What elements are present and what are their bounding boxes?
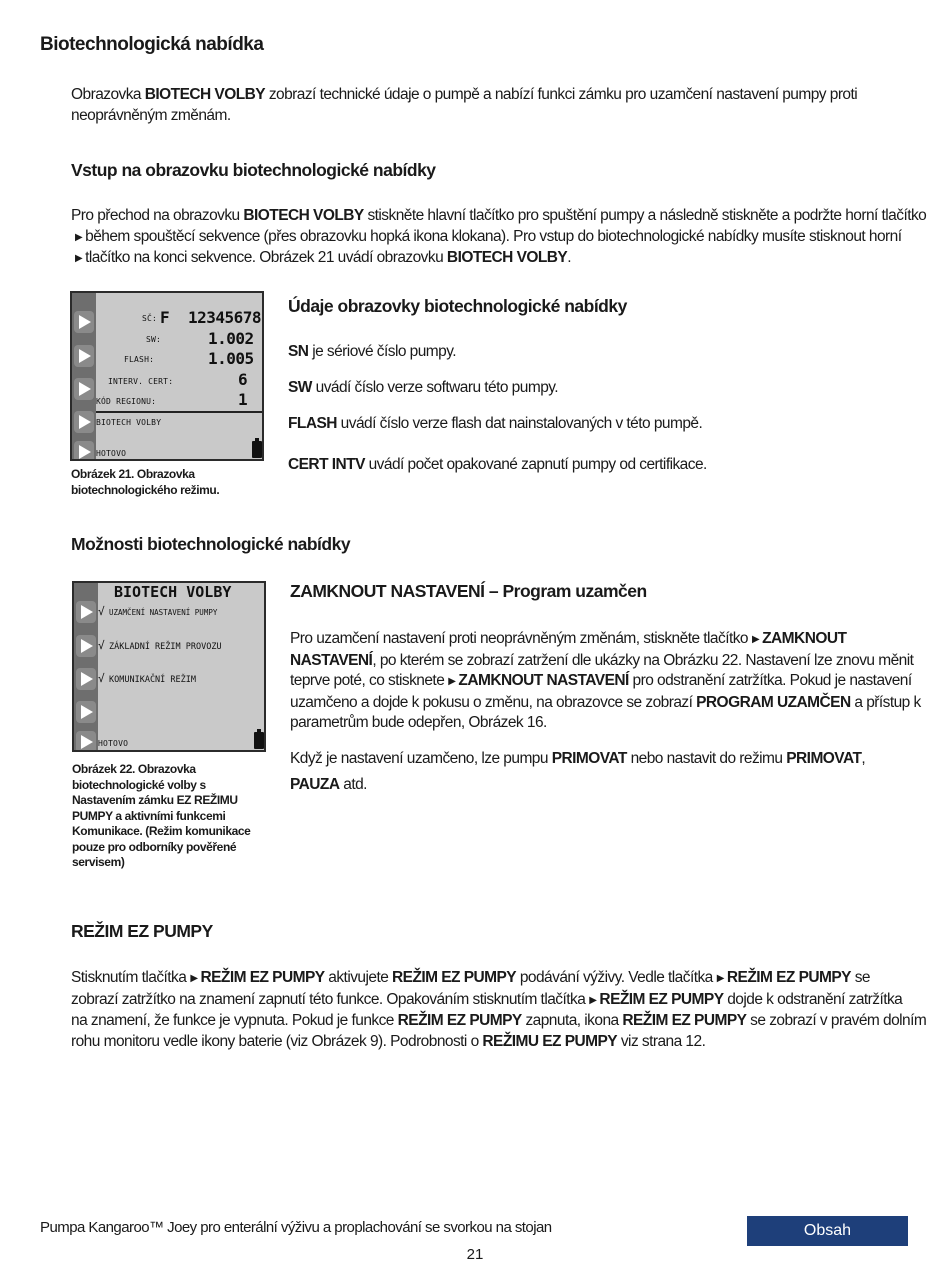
caption-line: Komunikace. (Režim komunikace <box>72 824 251 838</box>
lock-paragraph-1 <box>290 629 920 734</box>
ez-bold: REŽIM EZ PUMPY <box>726 969 851 986</box>
battery-icon <box>254 732 264 749</box>
lock-text: pro odstranění zatržítka. Pokud je nastavení <box>628 672 912 689</box>
lock-line <box>290 693 920 714</box>
lock-bold: PROGRAM UZAMČEN <box>696 693 851 711</box>
caption-line: pouze pro odborníky pověřené <box>72 839 237 854</box>
data-term: FLASH <box>288 415 337 432</box>
lock-line <box>290 629 920 651</box>
ez-text: Stisknutím tlačítka <box>71 969 187 986</box>
data-item-sn <box>288 342 456 363</box>
intro-bold: BIOTECH VOLBY <box>144 86 266 103</box>
sn-value: 12345678 <box>188 308 262 327</box>
contents-button[interactable]: Obsah <box>747 1216 908 1246</box>
ez-text: na znamení, že funkce je vypnuta. Pokud je funkce <box>71 1012 398 1029</box>
battery-icon <box>252 441 262 458</box>
data-text: uvádí číslo verze softwaru této pumpy. <box>311 379 559 396</box>
ez-text: dojde k odstranění zatržítka <box>723 990 903 1008</box>
entry-text: tlačítko na konci sekvence. Obrázek 21 uvádí obrazovku <box>85 249 447 266</box>
entry-text: . <box>567 249 571 266</box>
ez-line <box>71 968 931 990</box>
data-item-cert <box>288 455 707 476</box>
figure-21-screen <box>70 291 264 461</box>
flash-value: 1.005 <box>208 349 254 368</box>
ez-bold: REŽIM EZ PUMPY <box>200 969 325 986</box>
triangle-right-icon: ▶ <box>716 973 724 984</box>
sw-label: SW: <box>146 335 162 344</box>
entry-bold: BIOTECH VOLBY <box>243 207 364 224</box>
entry-bold: BIOTECH VOLBY <box>446 249 568 266</box>
entry-line-1 <box>71 206 931 227</box>
screen-button-4 <box>76 701 96 723</box>
ez-text: viz strana 12. <box>617 1032 706 1050</box>
section-entry-heading: Vstup na obrazovku biotechnologické nabídky <box>71 160 436 180</box>
entry-text: stiskněte hlavní tlačítko pro spuštění pumpy a následně stiskněte a podržte horní tlačítko <box>363 207 927 224</box>
ez-text: zapnuta, ikona <box>521 1012 623 1029</box>
region-value: 1 <box>238 390 248 409</box>
data-term: SN <box>288 343 309 360</box>
entry-text: Pro přechod na obrazovku <box>71 207 244 224</box>
ez-text: rohu monitoru vedle ikony baterie (viz Obrázek 9). Podrobnosti o <box>71 1032 483 1050</box>
ez-bold: REŽIM EZ PUMPY <box>397 1012 522 1029</box>
ez-bold: REŽIM EZ PUMPY <box>599 990 724 1008</box>
region-label: KÓD REGIONU: <box>96 397 157 406</box>
triangle-right-icon: ▶ <box>751 634 760 645</box>
footer-text: Pumpa Kangaroo™ Joey pro enterální výživu a proplachování se svorkou na stojan <box>40 1219 552 1236</box>
screen-item-3: KOMUNIKAČNÍ REŽIM <box>109 675 196 685</box>
caption-line: PUMPY a aktivními funkcemi <box>72 808 226 823</box>
sn-prefix: F <box>160 308 170 327</box>
lock-text: teprve poté, co stisknete <box>290 672 445 689</box>
intro-text-2: zobrazí technické údaje o pumpě a nabízí funkci zámku pro uzamčení nastavení pumpy proti neoprávněným změnám. <box>71 86 858 124</box>
section-ez-heading: REŽIM EZ PUMPY <box>71 921 213 941</box>
screen-button-3 <box>74 378 94 400</box>
caption-line: Obrázek 21. Obrazovka <box>71 467 195 481</box>
screen-button-3 <box>76 668 96 690</box>
ez-text: se zobrazí v pravém dolním <box>746 1012 927 1029</box>
lock-bold: PRIMOVAT <box>551 750 627 767</box>
lock-bold: ZAMKNOUT <box>762 630 847 647</box>
cert-value: 6 <box>238 370 248 389</box>
sw-value: 1.002 <box>208 329 254 348</box>
ez-text: podávání výživy. Vedle tlačítka <box>516 969 713 986</box>
lock-text: nebo nastavit do režimu <box>626 750 787 767</box>
intro-text: Obrazovka <box>71 86 145 103</box>
caption-line: Obrázek 22. Obrazovka <box>72 762 196 776</box>
lock-bold: ZAMKNOUT NASTAVENÍ <box>458 672 629 689</box>
figure-22-screen <box>72 581 266 752</box>
screen-item-1: UZAMČENÍ NASTAVENÍ PUMPY <box>109 608 218 617</box>
screen-button-1 <box>76 601 96 623</box>
flash-label: FLASH: <box>124 355 155 364</box>
lock-text: , <box>861 750 866 767</box>
figure-21-caption <box>71 467 271 498</box>
ez-text: zobrazí zatržítko na znamení zapnutí této funkce. Opakováním stisknutím tlačítka <box>71 990 586 1008</box>
caption-line: Nastavením zámku EZ REŽIMU <box>72 793 238 807</box>
lock-text: Když je nastavení uzamčeno, lze pumpu <box>290 750 552 767</box>
data-text: uvádí číslo verze flash dat nainstalovaných v této pumpě. <box>336 415 703 432</box>
screen-button-4 <box>74 411 94 433</box>
ez-bold: REŽIMU EZ PUMPY <box>482 1032 618 1050</box>
screen-button-5 <box>76 731 96 752</box>
triangle-right-icon: ▶ <box>190 973 198 984</box>
figure-22-caption <box>72 762 282 871</box>
ez-bold: REŽIM EZ PUMPY <box>622 1012 747 1029</box>
check-icon: √ <box>98 672 105 685</box>
data-item-sw <box>288 378 558 399</box>
section-entry-paragraph <box>71 206 931 270</box>
data-term: SW <box>288 379 312 396</box>
lock-text: uzamčeno a dojde k pokusu o změnu, na obrazovce se zobrazí <box>290 693 697 711</box>
screen-button-1 <box>74 311 94 333</box>
lock-bold: PAUZA <box>290 776 340 793</box>
data-item-flash <box>288 414 702 435</box>
caption-line: servisem) <box>72 855 125 869</box>
data-text: uvádí počet opakované zapnutí pumpy od certifikace. <box>364 456 707 473</box>
triangle-right-icon: ▶ <box>75 231 83 243</box>
lock-text: parametrům bude odepřen, Obrázek 16. <box>290 714 547 731</box>
cert-label: INTERV. CERT: <box>108 377 174 386</box>
lock-line <box>290 772 920 798</box>
screen-item-2: ZÁKLADNÍ REŽIM PROVOZU <box>109 642 222 652</box>
ez-paragraph <box>71 968 931 1052</box>
sn-label: SČ: <box>142 314 158 323</box>
section-data-heading: Údaje obrazovky biotechnologické nabídky <box>288 296 627 316</box>
triangle-right-icon: ▶ <box>75 253 83 264</box>
ez-text: se <box>850 969 870 986</box>
caption-line: biotechnologické volby s <box>72 777 206 792</box>
ez-text: aktivujete <box>324 969 393 986</box>
screen-divider <box>96 411 264 413</box>
lock-line <box>290 651 920 672</box>
screen-button-2 <box>76 635 96 657</box>
ez-line <box>71 1032 931 1053</box>
screen-done-label: HOTOVO <box>98 739 129 748</box>
lock-paragraph-2 <box>290 746 920 798</box>
screen-button-2 <box>74 345 94 367</box>
page-title: Biotechnologická nabídka <box>40 34 264 55</box>
lock-text: , po kterém se zobrazí zatržení dle ukázky na Obrázku 22. Nastavení lze znovu měnit <box>372 651 914 669</box>
ez-line <box>71 990 931 1012</box>
check-icon: √ <box>98 605 105 618</box>
ez-bold: REŽIM EZ PUMPY <box>392 969 517 986</box>
screen-done-label: HOTOVO <box>96 449 127 458</box>
lock-bold: NASTAVENÍ <box>290 651 373 669</box>
screen-title: BIOTECH VOLBY <box>114 583 232 601</box>
data-text: je sériové číslo pumpy. <box>308 343 457 360</box>
triangle-right-icon: ▶ <box>589 994 597 1006</box>
triangle-right-icon: ▶ <box>448 676 456 687</box>
screen-menu-label: BIOTECH VOLBY <box>96 418 162 427</box>
caption-line: biotechnologického režimu. <box>71 482 220 497</box>
section-options-heading: Možnosti biotechnologické nabídky <box>71 534 351 554</box>
screen-button-5 <box>74 441 94 461</box>
section-lock-heading: ZAMKNOUT NASTAVENÍ – Program uzamčen <box>290 581 647 601</box>
entry-line-2 <box>71 227 931 249</box>
data-term: CERT INTV <box>288 456 365 473</box>
check-icon: √ <box>98 639 105 652</box>
lock-text: a přístup k <box>850 693 921 711</box>
page-number: 21 <box>466 1246 484 1263</box>
lock-text: Pro uzamčení nastavení proti neoprávněným změnám, stiskněte tlačítko <box>290 630 748 647</box>
lock-line <box>290 671 920 693</box>
ez-line <box>71 1011 931 1032</box>
entry-line-3 <box>71 248 931 270</box>
intro-paragraph <box>71 85 871 126</box>
lock-line <box>290 713 920 734</box>
entry-text: během spouštěcí sekvence (přes obrazovku hopká ikona klokana). Pro vstup do biotechnologické nabídky musíte stisknout horní <box>85 227 902 245</box>
lock-text: atd. <box>339 776 367 793</box>
lock-bold: PRIMOVAT <box>786 750 862 767</box>
lock-line <box>290 746 920 772</box>
